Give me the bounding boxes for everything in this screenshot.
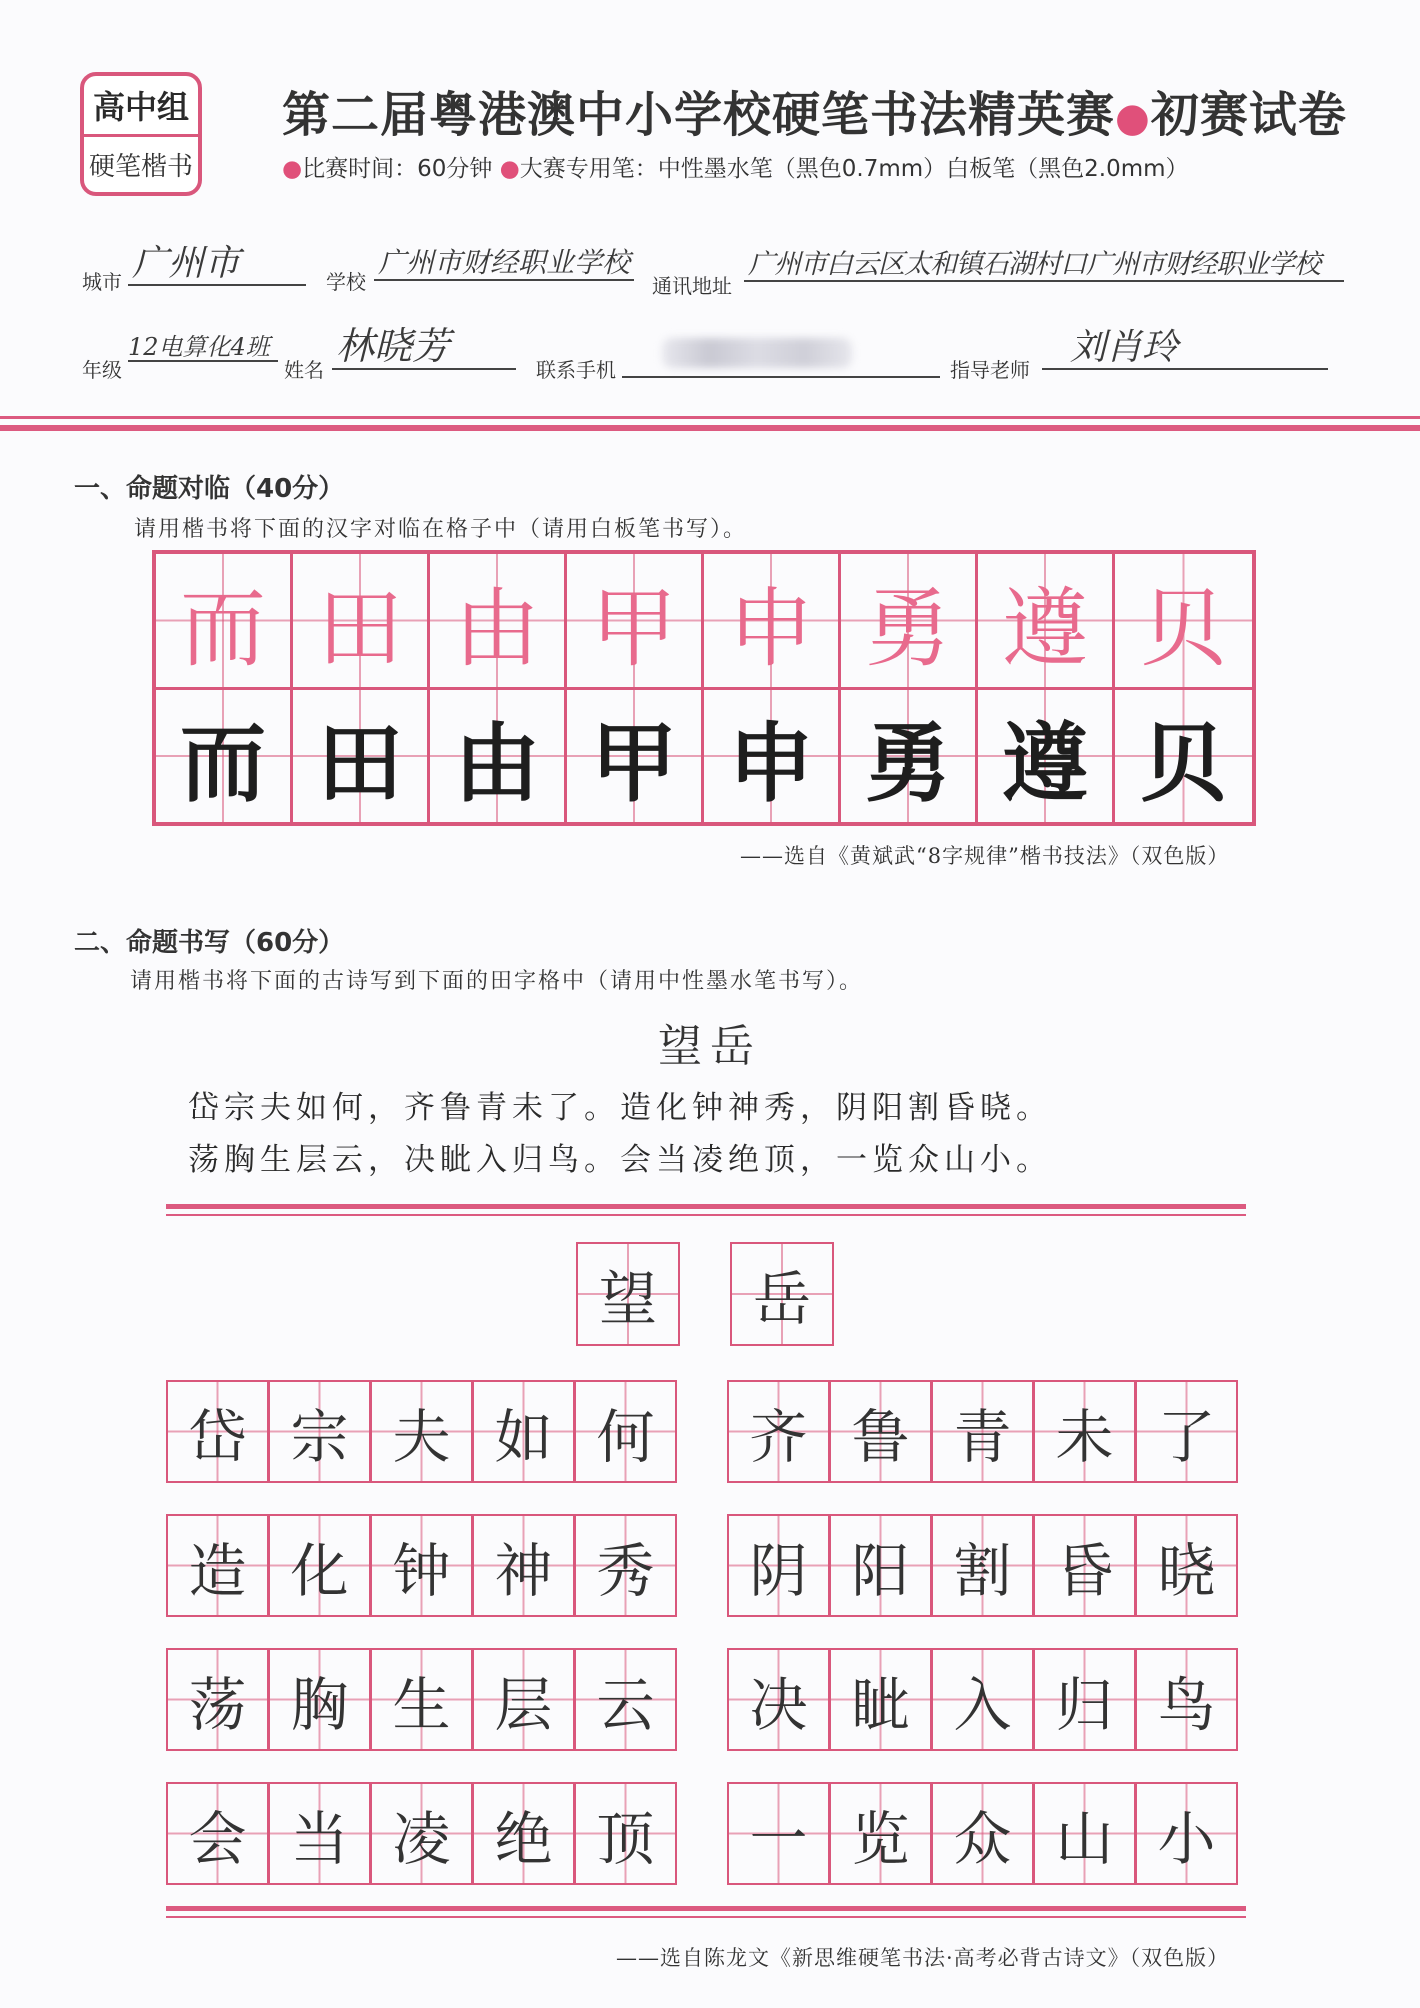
poem-line: 荡胸生层云，决眦入归鸟。会当凌绝顶，一览众山小。 <box>188 1142 1052 1178</box>
copied-char: 贝 <box>1140 713 1227 814</box>
writing-cell[interactable] <box>727 1380 830 1483</box>
copy-grid <box>152 550 1256 826</box>
writing-cell[interactable] <box>727 1648 830 1751</box>
copy-cell[interactable] <box>291 688 429 824</box>
written-char: 小 <box>1157 1804 1216 1873</box>
writing-cell[interactable] <box>1033 1648 1136 1751</box>
writing-cell[interactable] <box>574 1514 677 1617</box>
reference-char: 甲 <box>591 578 677 679</box>
copy-cell[interactable] <box>154 688 292 824</box>
writing-cell[interactable] <box>1135 1380 1238 1483</box>
writing-cell[interactable] <box>931 1648 1034 1751</box>
writing-cell[interactable] <box>829 1782 932 1885</box>
written-char: 昏 <box>1055 1536 1114 1605</box>
exam-time: 比赛时间：60分钟 <box>302 156 493 182</box>
written-char: 鸟 <box>1157 1670 1216 1739</box>
written-char: 钟 <box>392 1536 451 1605</box>
section1-source: ——选自《黄斌武“8字规律”楷书技法》（双色版） <box>740 844 1230 868</box>
copy-cell[interactable] <box>428 688 566 824</box>
reference-char: 遵 <box>1002 578 1088 679</box>
section2-source: ——选自陈龙文《新思维硬笔书法·高考必背古诗文》（双色版） <box>616 1946 1230 1970</box>
writing-cell[interactable] <box>829 1648 932 1751</box>
written-char: 秀 <box>596 1536 655 1605</box>
written-char: 宗 <box>290 1402 349 1471</box>
copied-char: 由 <box>454 713 540 814</box>
reference-char: 田 <box>317 578 403 679</box>
writing-cell[interactable] <box>931 1782 1034 1885</box>
phone-label: 联系手机 <box>536 358 616 382</box>
copy-cell[interactable] <box>565 688 703 824</box>
written-char: 一 <box>749 1804 808 1873</box>
badge-group-label: 高中组 <box>84 76 198 137</box>
reference-cell <box>565 552 703 689</box>
title-cell[interactable] <box>730 1242 834 1346</box>
written-char: 望 <box>598 1265 657 1333</box>
writing-grid <box>166 1380 1246 1873</box>
copied-char: 申 <box>728 713 814 814</box>
reference-cell <box>702 552 840 689</box>
writing-cell[interactable] <box>727 1514 830 1617</box>
group-badge <box>80 72 202 196</box>
reference-char: 而 <box>180 578 266 679</box>
divider <box>166 1906 1246 1911</box>
title-dot-icon: ● <box>1115 95 1151 141</box>
written-char: 夫 <box>392 1402 451 1471</box>
writing-cell[interactable] <box>268 1648 371 1751</box>
teacher-label: 指导老师 <box>950 358 1030 382</box>
teacher-field[interactable]: 刘肖玲 <box>1042 328 1328 370</box>
title-cell[interactable] <box>576 1242 680 1346</box>
written-char: 鲁 <box>851 1402 910 1471</box>
reference-char: 贝 <box>1140 578 1227 679</box>
written-char: 如 <box>494 1402 553 1471</box>
reference-char: 申 <box>728 578 814 679</box>
written-char: 眦 <box>851 1670 910 1739</box>
written-char: 云 <box>596 1670 655 1739</box>
section2-instruction: 请用楷书将下面的古诗写到下面的田字格中（请用中性墨水笔书写）。 <box>130 969 864 994</box>
city-label: 城市 <box>82 270 122 294</box>
writing-cell[interactable] <box>727 1782 830 1885</box>
written-char: 山 <box>1055 1804 1114 1873</box>
written-char: 览 <box>851 1804 910 1873</box>
city-field[interactable]: 广州市 <box>128 244 306 286</box>
writing-cell[interactable] <box>370 1380 473 1483</box>
written-char: 当 <box>290 1804 349 1873</box>
reference-char: 勇 <box>865 578 951 679</box>
written-char: 岱 <box>188 1402 247 1471</box>
copied-char: 而 <box>180 713 266 814</box>
written-char: 青 <box>953 1402 1012 1471</box>
writing-cell[interactable] <box>1033 1782 1136 1885</box>
writing-cell[interactable] <box>931 1514 1034 1617</box>
page-title <box>282 76 1347 145</box>
writing-cell[interactable] <box>472 1782 575 1885</box>
reference-cell <box>291 552 429 689</box>
name-field[interactable]: 林晓芳 <box>332 326 516 370</box>
divider <box>0 425 1420 431</box>
writing-cell[interactable] <box>472 1514 575 1617</box>
section1-instruction: 请用楷书将下面的汉字对临在格子中（请用白板笔书写）。 <box>134 517 748 542</box>
written-char: 阳 <box>851 1536 910 1605</box>
copy-cell[interactable] <box>976 688 1114 824</box>
writing-cell[interactable] <box>166 1648 269 1751</box>
written-char: 绝 <box>494 1804 553 1873</box>
school-label: 学校 <box>326 270 366 294</box>
section2-title: 二、命题书写（60分） <box>74 928 345 958</box>
written-char: 割 <box>953 1536 1012 1605</box>
written-char: 晓 <box>1157 1536 1216 1605</box>
writing-cell[interactable] <box>370 1782 473 1885</box>
copied-char: 勇 <box>865 713 951 814</box>
title-main: 第二届粤港澳中小学校硬笔书法精英赛 <box>282 87 1116 143</box>
writing-cell[interactable] <box>829 1380 932 1483</box>
written-char: 荡 <box>188 1670 247 1739</box>
written-char: 归 <box>1055 1670 1114 1739</box>
writing-cell[interactable] <box>166 1380 269 1483</box>
name-label: 姓名 <box>284 358 324 382</box>
written-char: 了 <box>1157 1402 1216 1471</box>
writing-cell[interactable] <box>370 1648 473 1751</box>
writing-cell[interactable] <box>268 1514 371 1617</box>
reference-cell <box>839 552 977 689</box>
written-char: 决 <box>749 1670 808 1739</box>
title-suffix: 初赛试卷 <box>1150 87 1347 143</box>
school-field[interactable]: 广州市财经职业学校 <box>374 248 634 281</box>
written-char: 众 <box>953 1804 1012 1873</box>
reference-char: 由 <box>454 578 540 679</box>
writing-cell[interactable] <box>931 1380 1034 1483</box>
written-char: 何 <box>596 1402 655 1471</box>
writing-cell[interactable] <box>166 1782 269 1885</box>
copy-cell[interactable] <box>702 688 840 824</box>
reference-cell <box>154 552 292 689</box>
bullet-dot-icon: ● <box>499 156 520 182</box>
copy-cell[interactable] <box>839 688 977 824</box>
poem-line: 岱宗夫如何，齐鲁青未了。造化钟神秀，阴阳割昏晓。 <box>188 1090 1052 1126</box>
writing-cell[interactable] <box>829 1514 932 1617</box>
writing-cell[interactable] <box>574 1380 677 1483</box>
writing-cell[interactable] <box>472 1648 575 1751</box>
written-char: 未 <box>1055 1402 1114 1471</box>
address-field[interactable]: 广州市白云区太和镇石湖村口广州市财经职业学校 <box>744 250 1344 282</box>
writing-cell[interactable] <box>268 1782 371 1885</box>
address-label: 通讯地址 <box>652 274 732 298</box>
writing-cell[interactable] <box>574 1782 677 1885</box>
writing-cell[interactable] <box>166 1514 269 1617</box>
divider <box>0 416 1420 419</box>
written-char: 化 <box>290 1536 349 1605</box>
written-char: 会 <box>188 1804 247 1873</box>
writing-cell[interactable] <box>268 1380 371 1483</box>
writing-cell[interactable] <box>472 1380 575 1483</box>
written-char: 岳 <box>752 1265 811 1333</box>
copied-char: 田 <box>317 713 403 814</box>
written-char: 造 <box>188 1536 247 1605</box>
written-char: 入 <box>953 1670 1012 1739</box>
divider <box>166 1204 1246 1209</box>
exam-rules <box>282 150 1189 183</box>
copied-char: 甲 <box>591 713 677 814</box>
copy-cell[interactable] <box>1113 688 1254 824</box>
divider <box>166 1214 1246 1216</box>
writing-cell[interactable] <box>1033 1380 1136 1483</box>
written-char: 齐 <box>749 1402 808 1471</box>
writing-cell[interactable] <box>574 1648 677 1751</box>
poem-title: 望岳 <box>658 1021 762 1072</box>
redacted-phone <box>662 338 852 368</box>
grade-label: 年级 <box>82 358 122 382</box>
section1-title: 一、命题对临（40分） <box>74 474 345 504</box>
reference-cell <box>1113 552 1254 689</box>
written-char: 层 <box>494 1670 553 1739</box>
written-char: 生 <box>392 1670 451 1739</box>
writing-cell[interactable] <box>1033 1514 1136 1617</box>
written-char: 神 <box>494 1536 553 1605</box>
exam-pen: 大赛专用笔：中性墨水笔（黑色0.7mm）白板笔（黑色2.0mm） <box>519 156 1189 182</box>
reference-cell <box>428 552 566 689</box>
grade-field[interactable]: 12电算化4班 <box>128 334 278 362</box>
copied-char: 遵 <box>1002 713 1088 814</box>
written-char: 顶 <box>596 1804 655 1873</box>
writing-cell[interactable] <box>370 1514 473 1617</box>
written-char: 阴 <box>749 1536 808 1605</box>
writing-cell[interactable] <box>1135 1648 1238 1751</box>
phone-field[interactable] <box>622 334 940 378</box>
writing-cell[interactable] <box>1135 1782 1238 1885</box>
bullet-dot-icon: ● <box>282 156 303 182</box>
written-char: 凌 <box>392 1804 451 1873</box>
badge-style-label: 硬笔楷书 <box>88 151 193 182</box>
written-char: 胸 <box>290 1670 349 1739</box>
divider <box>166 1916 1246 1918</box>
writing-cell[interactable] <box>1135 1514 1238 1617</box>
reference-cell <box>976 552 1114 689</box>
